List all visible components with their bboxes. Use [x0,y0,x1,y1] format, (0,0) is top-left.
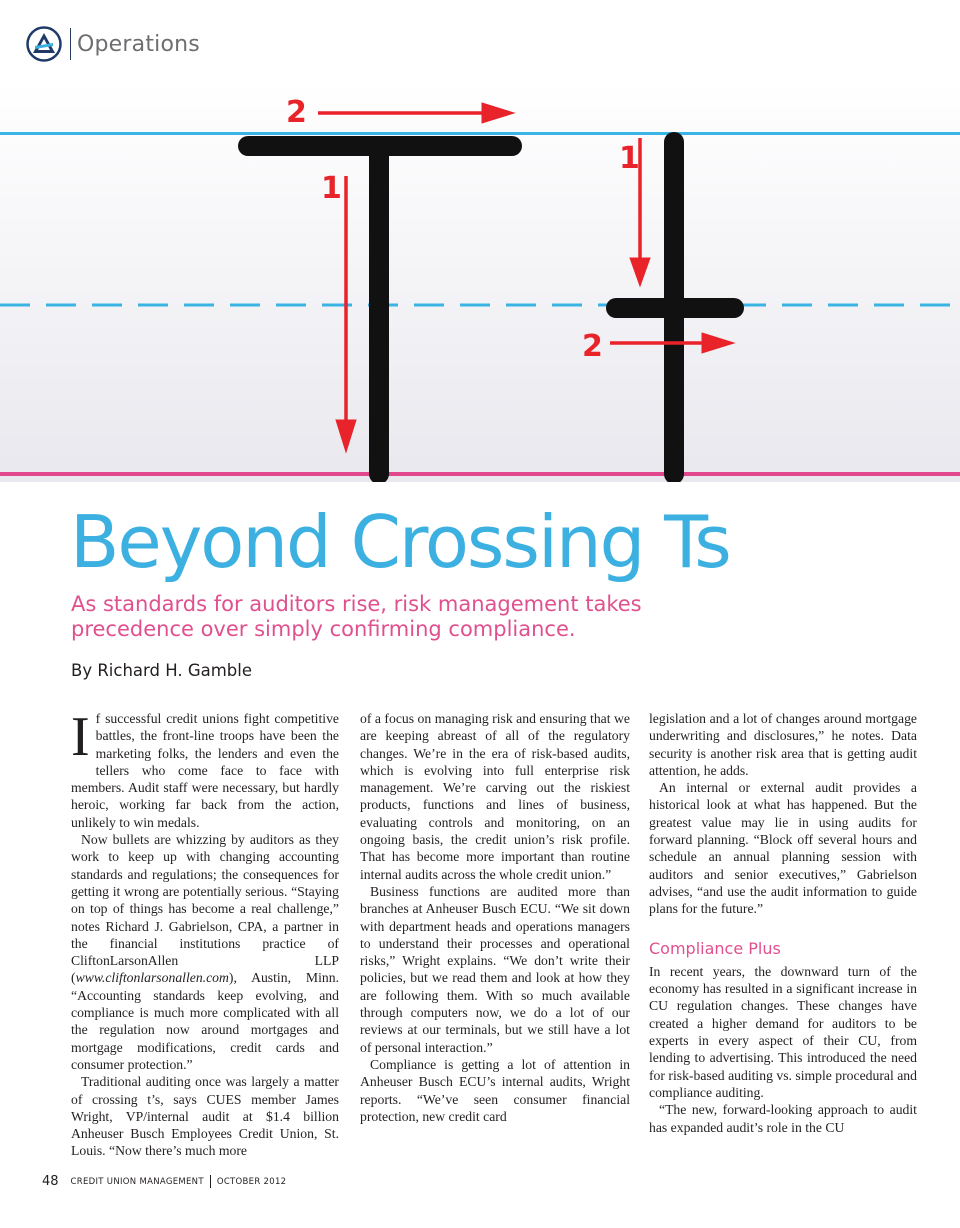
article-paragraph: Traditional auditing once was largely a matter of crossing t’s, says CUES member James Wright, VP/internal audit at $1.4 billion Anheuser Busch Employees Credit Union, St. Louis. “Now there’s much more [71,1074,339,1159]
header-divider [70,28,71,60]
section-label: Operations [77,31,200,57]
section-subhead: Compliance Plus [649,938,781,958]
article-column-1 [71,706,339,1160]
top-guide-line [0,132,960,135]
article-column-2 [360,710,630,1125]
cues-triangle-logo-icon [26,26,62,62]
section-header [26,26,200,62]
footer-divider [210,1175,211,1188]
article-paragraph: In recent years, the downward turn of the economy has resulted in a significant increase in CU regulation changes. These changes have created a higher demand for auditors to be experts in every aspect of their CU, from lending to advertising. This introduced the need for risk-based auditing vs. simple procedural and compliance auditing. [649,963,917,1100]
article-subtitle: As standards for auditors rise, risk management takes precedence over simply confirming compliance. [71,592,642,641]
article-title: Beyond Crossing Ts [70,500,730,584]
article-column-3 [649,710,917,1136]
stroke-number: 2 [286,95,307,130]
article-paragraph: Business functions are audited more than branches at Anheuser Busch ECU. “We sit down with department heads and operations managers to understand their processes and operational risks,” Wright explains. “We don’t write their policies, but we read them and look at how they are following them. With so much available through computers now, we do a lot of our reviews at our terminals, but we still have a lot of personal interaction.” [360,883,630,1055]
article-paragraph: If successful credit unions fight competitive battles, the front-line troops have been the marketing folks, the lenders and even the tellers who come face to face with members. Audit staff were necessary, but hardly heroic, working far back from the action, unlikely to win medals. [71,706,339,830]
bottom-guide-line [0,472,960,476]
stroke-number: 2 [582,329,603,364]
article-paragraph: of a focus on managing risk and ensuring that we are keeping abreast of all of the regulatory changes. We’re in the era of risk-based audits, which is evolving into full enterprise risk management. We’re carving out the riskiest products, functions and lines of business, evaluating controls and monitoring, on an ongoing basis, the credit union’s risk profile. That has become more important than routine internal audits across the whole credit union.” [360,711,630,882]
article-paragraph: legislation and a lot of changes around mortgage underwriting and disclosures,” he notes. Data security is another risk area that is getting audit attention, he adds. [649,711,917,778]
handwriting-t-illustration [0,80,960,482]
issue-date: OCTOBER 2012 [216,1176,287,1187]
url-text: www.cliftonlarsonallen.com [75,970,229,986]
article-paragraph: Compliance is getting a lot of attention in Anheuser Busch ECU’s internal audits, Wright reports. “We’ve seen consumer financial protection, new credit card [360,1056,630,1124]
stroke-number: 1 [321,171,342,206]
article-paragraph: An internal or external audit provides a historical look at what has happened. But the greatest value may lie in using audits for forward planning. “Block off several hours and schedule an annual planning session with auditors and senior executives,” Gabrielson advises, “and use the audit information to guide plans for the future.” [649,780,917,917]
publication-name: CREDIT UNION MANAGEMENT [70,1176,204,1187]
page-number: 48 [42,1174,59,1189]
byline: By Richard H. Gamble [71,661,253,680]
article-paragraph: “The new, forward-looking approach to audit has expanded audit’s role in the CU [649,1102,917,1135]
drop-cap: I [71,706,90,768]
stroke-number: 1 [619,141,640,176]
article-paragraph: Now bullets are whizzing by auditors as they work to keep up with changing accounting standards and regulations; the consequences for getting it wrong are potentially serious. “Staying on top of things has become a real challenge,” notes Richard J. Gabrielson, CPA, a partner in the financial institutions practice of CliftonLarsonAllen LLP (www.cliftonlarsonallen.com), Austin, Minn. “Accounting standards keep evolving, and compliance is much more complicated with all the regulation now around mortgages and mortgage modifications, credit cards and consumer protection.” [71,832,339,1072]
page-footer [42,1174,286,1189]
